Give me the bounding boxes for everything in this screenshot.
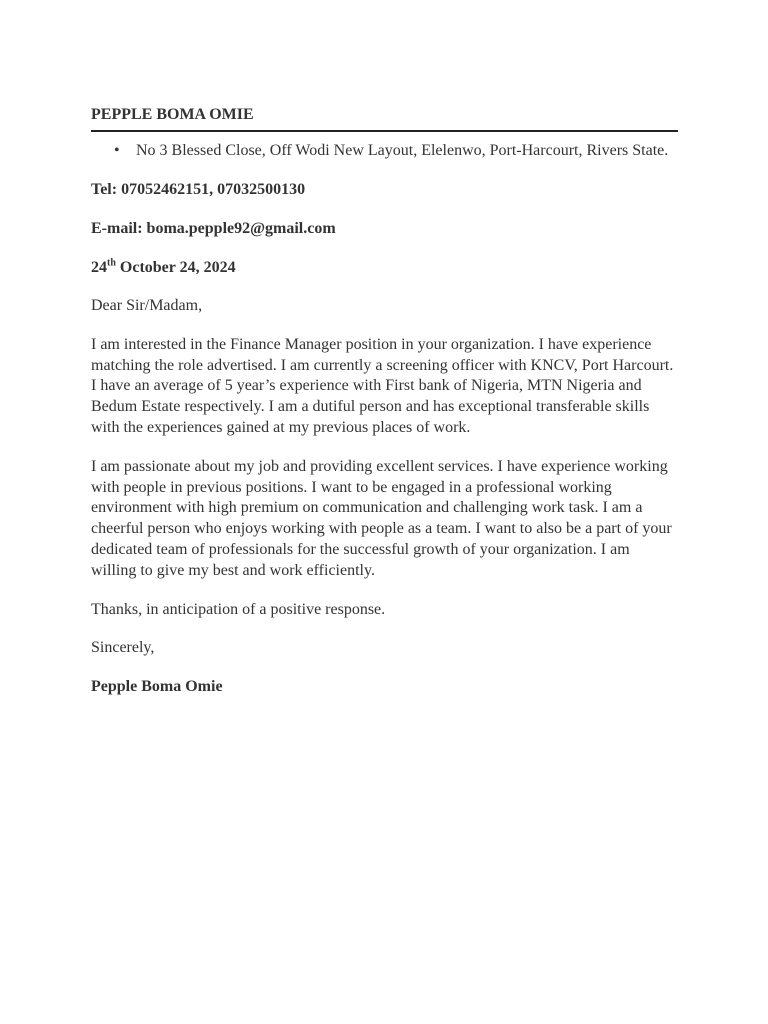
sender-name-heading: PEPPLE BOMA OMIE [91, 104, 678, 132]
bullet-icon: • [114, 142, 120, 159]
cover-letter [91, 104, 678, 698]
address-item [114, 140, 678, 161]
date-month-year: October 24, 2024 [115, 259, 236, 276]
body-paragraph-2: I am passionate about my job and providing excellent services. I have experience working with people in previous positions. I want to be engaged in a professional working environment with high premium on communication and challenging work task. I am a cheerful person who enjoys working with people as a team. I want to also be a part of your dedicated team of professionals for the successful growth of your organization. I am willing to give my best and work efficiently. [91, 457, 672, 579]
address-text: No 3 Blessed Close, Off Wodi New Layout, Elelenwo, Port-Harcourt, Rivers State. [136, 142, 669, 159]
telephone-line: Tel: 07052462151, 07032500130 [91, 181, 306, 198]
date-ordinal-suffix: th [107, 257, 116, 269]
address-list [91, 140, 678, 161]
closing-line: Sincerely, [91, 639, 155, 657]
date-day: 24 [91, 259, 107, 276]
salutation: Dear Sir/Madam, [91, 297, 203, 314]
signature-name: Pepple Boma Omie [91, 678, 223, 696]
letter-date [91, 257, 678, 278]
body-paragraph-1: I am interested in the Finance Manager position in your organization. I have experience matching the role advertised. I am currently a screening officer with KNCV, Port Harcourt. I have an average of 5 year’s experience with First bank of Nigeria, MTN Nigeria and Bedum Estate respectively. I am a dutiful person and has exceptional transferable skills with the experiences gained at my previous places of work. [91, 335, 674, 436]
thanks-line: Thanks, in anticipation of a positive response. [91, 600, 386, 618]
email-line: E-mail: boma.pepple92@gmail.com [91, 220, 336, 237]
